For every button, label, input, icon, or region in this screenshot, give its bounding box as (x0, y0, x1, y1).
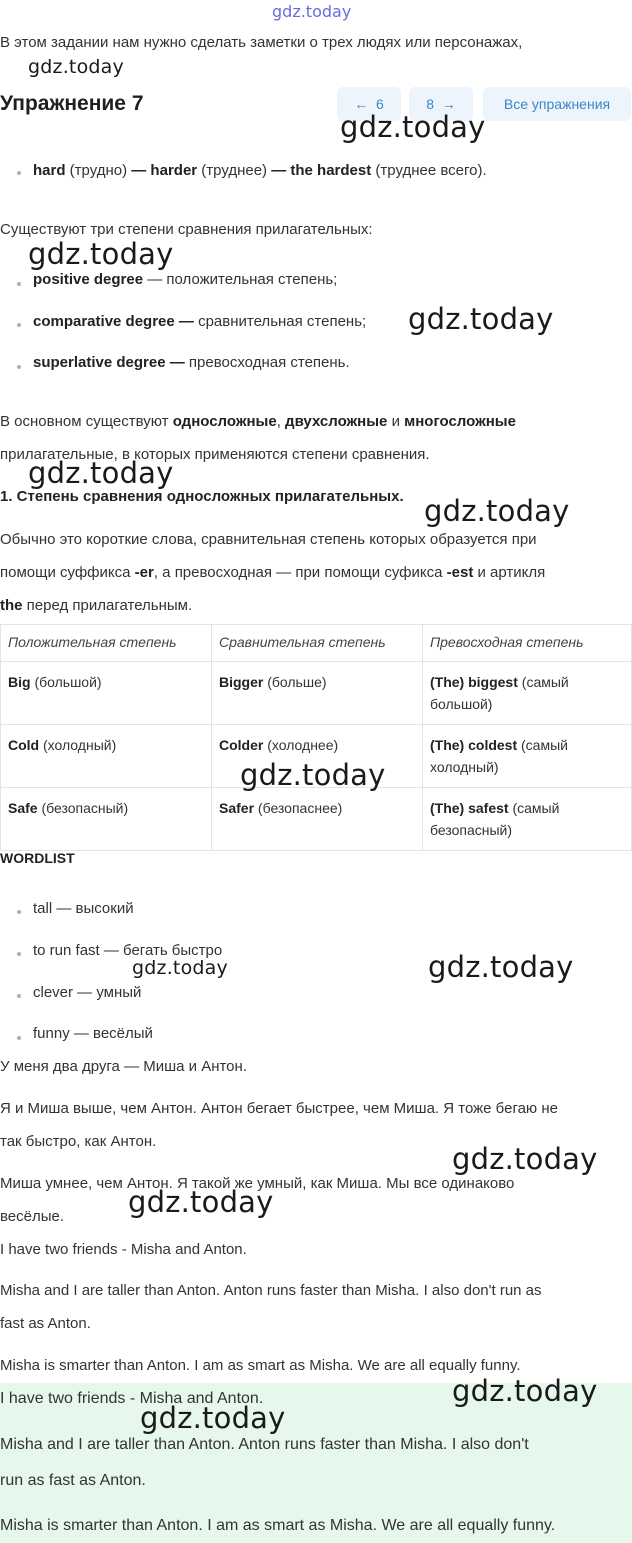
ru-text-line: У меня два друга — Миша и Антон. (0, 1058, 247, 1075)
term: Safe (8, 800, 38, 816)
all-exercises-button[interactable] (483, 87, 631, 121)
text: (холодный) (39, 737, 117, 753)
page-title: Упражнение 7 (0, 92, 144, 115)
paragraph-line: Обычно это короткие слова, сравнительная степень которых образуется при (0, 531, 537, 548)
answer-line: run as fast as Anton. (0, 1472, 146, 1489)
text: (больше) (263, 674, 327, 690)
text: (безопаснее) (254, 800, 343, 816)
term: comparative degree — (33, 313, 194, 330)
bullet-dot (17, 1036, 21, 1040)
table-cell (423, 788, 632, 851)
arrow-left-icon: ← (354, 96, 369, 112)
column-header: Сравнительная степень (212, 625, 423, 662)
en-text-line: fast as Anton. (0, 1315, 91, 1332)
term: the (0, 597, 23, 614)
watermark: gdz.today (28, 237, 174, 271)
term: Big (8, 674, 31, 690)
text: (безопасный) (37, 800, 129, 816)
term: positive degree (33, 271, 144, 288)
term: (The) safest (430, 800, 509, 816)
answer-line: Misha and I are taller than Anton. Anton runs faster than Misha. I also don't (0, 1436, 529, 1453)
all-exercises-label: Все упражнения (503, 96, 611, 112)
bullet-dot (17, 323, 21, 327)
next-exercise-label: 8 (426, 96, 434, 112)
table-header-row (1, 625, 632, 662)
term: superlative degree — (33, 354, 185, 371)
table-row (1, 662, 632, 725)
text: и артикля (473, 564, 546, 581)
text: (самый холодный) (430, 737, 568, 775)
en-text-line: Misha is smarter than Anton. I am as smart as Misha. We are all equally funny. (0, 1357, 521, 1374)
watermark-top: gdz.today (272, 2, 352, 21)
text: (самый большой) (430, 674, 569, 712)
term: (The) coldest (430, 737, 518, 753)
list-item-degree (33, 313, 366, 330)
wordlist-item: clever — умный (33, 984, 142, 1001)
bullet-dot (17, 171, 21, 175)
list-item-hard (33, 162, 487, 179)
term: Colder (219, 737, 264, 753)
term: -er (134, 564, 154, 581)
term: Safer (219, 800, 255, 816)
text: (самый безопасный) (430, 800, 560, 838)
text: (труднее) (197, 162, 272, 179)
bullet-dot (17, 365, 21, 369)
table-cell (1, 662, 212, 725)
answer-line: I have two friends - Misha and Anton. (0, 1390, 264, 1407)
ru-text-line: весёлые. (0, 1208, 65, 1225)
paragraph-line (0, 564, 545, 581)
ru-text-line: так быстро, как Антон. (0, 1133, 157, 1150)
bullet-dot (17, 994, 21, 998)
watermark: gdz.today (28, 456, 174, 490)
text: — положительная степень; (143, 271, 338, 288)
wordlist-item: tall — высокий (33, 900, 134, 917)
bullet-dot (17, 952, 21, 956)
en-text-line: I have two friends - Misha and Anton. (0, 1241, 247, 1258)
table-cell (212, 788, 423, 851)
term: hard (33, 162, 66, 179)
list-item-degree (33, 354, 350, 371)
term: — the hardest (271, 162, 372, 179)
term: двухсложные (285, 413, 388, 430)
ru-text-line: Миша умнее, чем Антон. Я такой же умный, как Миша. Мы все одинаково (0, 1175, 515, 1192)
watermark: gdz.today (452, 1142, 598, 1176)
column-header: Положительная степень (1, 625, 212, 662)
term: Cold (8, 737, 40, 753)
text: (труднее всего). (371, 162, 487, 179)
text: (холоднее) (263, 737, 339, 753)
term: Bigger (219, 674, 264, 690)
list-item-degree (33, 271, 337, 288)
text: и (387, 413, 405, 430)
table-cell (212, 662, 423, 725)
text: сравнительная степень; (193, 313, 367, 330)
paragraph-line (0, 597, 192, 614)
text: , (276, 413, 286, 430)
text: (трудно) (65, 162, 132, 179)
watermark: gdz.today (132, 957, 228, 979)
term: односложные (172, 413, 277, 430)
watermark: gdz.today (240, 758, 386, 792)
watermark: gdz.today (28, 56, 124, 78)
watermark: gdz.today (140, 1401, 286, 1435)
watermark: gdz.today (408, 302, 554, 336)
term: -est (446, 564, 474, 581)
bullet-dot (17, 910, 21, 914)
term: многосложные (404, 413, 516, 430)
arrow-right-icon: → (441, 96, 456, 112)
text: перед прилагательным. (22, 597, 193, 614)
watermark: gdz.today (452, 1374, 598, 1408)
table-cell (423, 725, 632, 788)
wordlist-item: funny — весёлый (33, 1025, 153, 1042)
degrees-intro: Существуют три степени сравнения прилагательных: (0, 221, 373, 238)
answer-line: Misha is smarter than Anton. I am as smart as Misha. We are all equally funny. (0, 1517, 556, 1534)
table-cell (1, 725, 212, 788)
wordlist-title: WORDLIST (0, 850, 75, 866)
watermark: gdz.today (428, 950, 574, 984)
text: , а превосходная — при помощи суфикса (153, 564, 447, 581)
bullet-dot (17, 282, 21, 286)
text: (большой) (30, 674, 102, 690)
paragraph-line (0, 413, 516, 430)
table-cell (1, 788, 212, 851)
text: В основном существуют (0, 413, 173, 430)
ru-text-line: Я и Миша выше, чем Антон. Антон бегает быстрее, чем Миша. Я тоже бегаю не (0, 1100, 558, 1117)
watermark: gdz.today (128, 1185, 274, 1219)
column-header: Превосходная степень (423, 625, 632, 662)
term: — harder (131, 162, 198, 179)
text: помощи суффикса (0, 564, 135, 581)
prev-exercise-label: 6 (375, 96, 384, 112)
intro-text: В этом задании нам нужно сделать заметки о трех людях или персонажах, (0, 34, 523, 51)
text: превосходная степень. (184, 354, 350, 371)
table-row (1, 788, 632, 851)
wordlist-item: to run fast — бегать быстро (33, 942, 223, 959)
paragraph-line: прилагательные, в которых применяются степени сравнения. (0, 446, 430, 463)
table-cell (423, 662, 632, 725)
watermark: gdz.today (340, 110, 486, 144)
watermark: gdz.today (424, 494, 570, 528)
degrees-table (0, 624, 632, 851)
en-text-line: Misha and I are taller than Anton. Anton runs faster than Misha. I also don't run as (0, 1282, 542, 1299)
term: (The) biggest (430, 674, 518, 690)
section-title: 1. Степень сравнения односложных прилагательных. (0, 488, 404, 505)
